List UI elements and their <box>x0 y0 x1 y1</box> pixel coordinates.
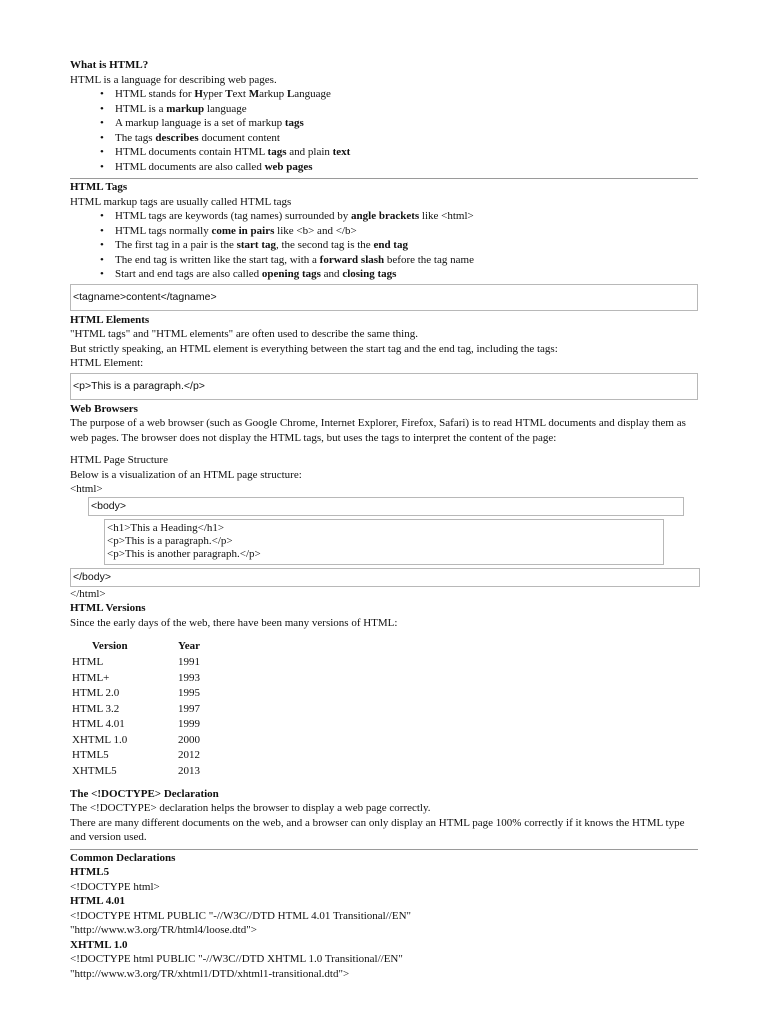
table-row <box>72 686 200 702</box>
intro-bullet-item: • HTML stands for Hyper Text Markup Language <box>70 87 698 102</box>
table-row <box>72 670 200 686</box>
version-cell: XHTML5 <box>72 764 117 777</box>
column-header-year: Year <box>178 640 200 652</box>
declaration-code-line: <!DOCTYPE HTML PUBLIC "-//W3C//DTD HTML 4.01 Transitional//EN" <box>70 909 412 922</box>
elements-line: HTML Element: <box>70 357 144 369</box>
body-content-box <box>104 519 664 565</box>
section-heading-web-browsers: Web Browsers <box>70 402 138 415</box>
version-cell: HTML <box>72 656 104 668</box>
intro-bullet-item: • HTML documents contain HTML tags and plain text <box>70 145 698 160</box>
section-heading-html-elements: HTML Elements <box>70 313 150 326</box>
tags-bullet-item: • HTML tags are keywords (tag names) surrounded by angle brackets like <html> <box>70 209 698 224</box>
section-heading-what-is-html: What is HTML? <box>70 59 149 71</box>
elements-line: "HTML tags" and "HTML elements" are often used to describe the same thing. <box>70 328 418 340</box>
year-cell: 1997 <box>178 702 200 715</box>
version-cell: HTML5 <box>72 749 109 761</box>
year-cell: 2013 <box>178 764 200 777</box>
inner-line: <p>This is a paragraph.</p> <box>107 534 233 547</box>
year-cell: 1999 <box>178 718 200 730</box>
section-heading-common-declarations: Common Declarations <box>70 851 176 864</box>
body-close-box: </body> <box>70 568 700 587</box>
inner-line: <h1>This a Heading</h1> <box>107 521 225 534</box>
version-cell: HTML+ <box>72 671 110 684</box>
html-close-tag: </html> <box>70 587 106 600</box>
table-row <box>72 655 200 671</box>
section-heading-page-structure: HTML Page Structure <box>70 454 168 466</box>
tags-bullet-item: • Start and end tags are also called opening tags and closing tags <box>70 267 698 282</box>
tags-bullet-list <box>70 209 698 282</box>
declaration-code-line: <!DOCTYPE html PUBLIC "-//W3C//DTD XHTML 1.0 Transitional//EN" <box>70 953 403 965</box>
table-row <box>72 732 200 748</box>
table-row <box>72 701 200 717</box>
doctype-line: The <!DOCTYPE> declaration helps the browser to display a web page correctly. <box>70 802 431 814</box>
year-cell: 2012 <box>178 749 200 761</box>
intro-bullet-item: • HTML is a markup language <box>70 102 698 117</box>
version-cell: HTML 3.2 <box>72 702 120 715</box>
table-row <box>72 763 200 779</box>
divider <box>70 178 698 179</box>
inner-line: <p>This is another paragraph.</p> <box>107 547 261 560</box>
elements-line: But strictly speaking, an HTML element is everything between the start tag and the end tag, including the tags: <box>70 342 558 355</box>
version-cell: HTML 4.01 <box>72 718 125 730</box>
year-cell: 2000 <box>178 733 200 746</box>
table-row <box>72 717 200 733</box>
intro-bullet-item: • HTML documents are also called web pages <box>70 160 698 175</box>
body-open-box: <body> <box>88 497 684 516</box>
intro-bullet-item: • The tags describes document content <box>70 131 698 146</box>
year-cell: 1995 <box>178 687 200 699</box>
declaration-code-line: "http://www.w3.org/TR/html4/loose.dtd"> <box>70 924 257 936</box>
declaration-name: XHTML 1.0 <box>70 938 128 951</box>
intro-bullet-item: • A markup language is a set of markup tags <box>70 116 698 131</box>
document-page <box>70 58 698 981</box>
tags-bullet-item: • HTML tags normally come in pairs like <b> and </b> <box>70 224 698 239</box>
year-cell: 1993 <box>178 671 200 684</box>
section-heading-html-versions: HTML Versions <box>70 602 146 614</box>
doctype-line: There are many different documents on the web, and a browser can only display an HTML page 100% correctly if it knows the HTML type and version used. <box>70 816 685 843</box>
tag-syntax-code-box: <tagname>content</tagname> <box>70 284 698 311</box>
declaration-name: HTML 4.01 <box>70 895 126 907</box>
intro-bullet-list <box>70 87 698 174</box>
declaration-code-line: <!DOCTYPE html> <box>70 880 160 893</box>
divider <box>70 849 698 850</box>
tags-bullet-item: • The first tag in a pair is the start tag, the second tag is the end tag <box>70 238 698 253</box>
tags-line: HTML markup tags are usually called HTML tags <box>70 195 292 208</box>
browsers-paragraph: The purpose of a web browser (such as Google Chrome, Internet Explorer, Firefox, Safari) is to read HTML documents and display them as web pages. The browser does not display the HTML tags, but uses the tags to interpret the content of the page: <box>70 417 686 444</box>
intro-line: HTML is a language for describing web pages. <box>70 73 277 86</box>
table-row <box>72 748 200 764</box>
table-header-row <box>72 638 200 655</box>
section-heading-html-tags: HTML Tags <box>70 181 128 193</box>
version-cell: XHTML 1.0 <box>72 733 128 746</box>
version-cell: HTML 2.0 <box>72 687 120 699</box>
versions-line: Since the early days of the web, there have been many versions of HTML: <box>70 616 398 629</box>
column-header-version: Version <box>92 640 128 652</box>
structure-line: Below is a visualization of an HTML page structure: <box>70 468 302 481</box>
declaration-name: HTML5 <box>70 866 110 878</box>
versions-table <box>72 638 200 779</box>
declaration-code-line: "http://www.w3.org/TR/xhtml1/DTD/xhtml1-transitional.dtd"> <box>70 967 350 980</box>
tags-bullet-item: • The end tag is written like the start tag, with a forward slash before the tag name <box>70 253 698 268</box>
declarations-list <box>70 865 698 981</box>
section-heading-doctype: The <!DOCTYPE> Declaration <box>70 787 219 800</box>
year-cell: 1991 <box>178 656 200 668</box>
html-open-tag: <html> <box>70 483 103 495</box>
element-example-code-box: <p>This is a paragraph.</p> <box>70 373 698 400</box>
